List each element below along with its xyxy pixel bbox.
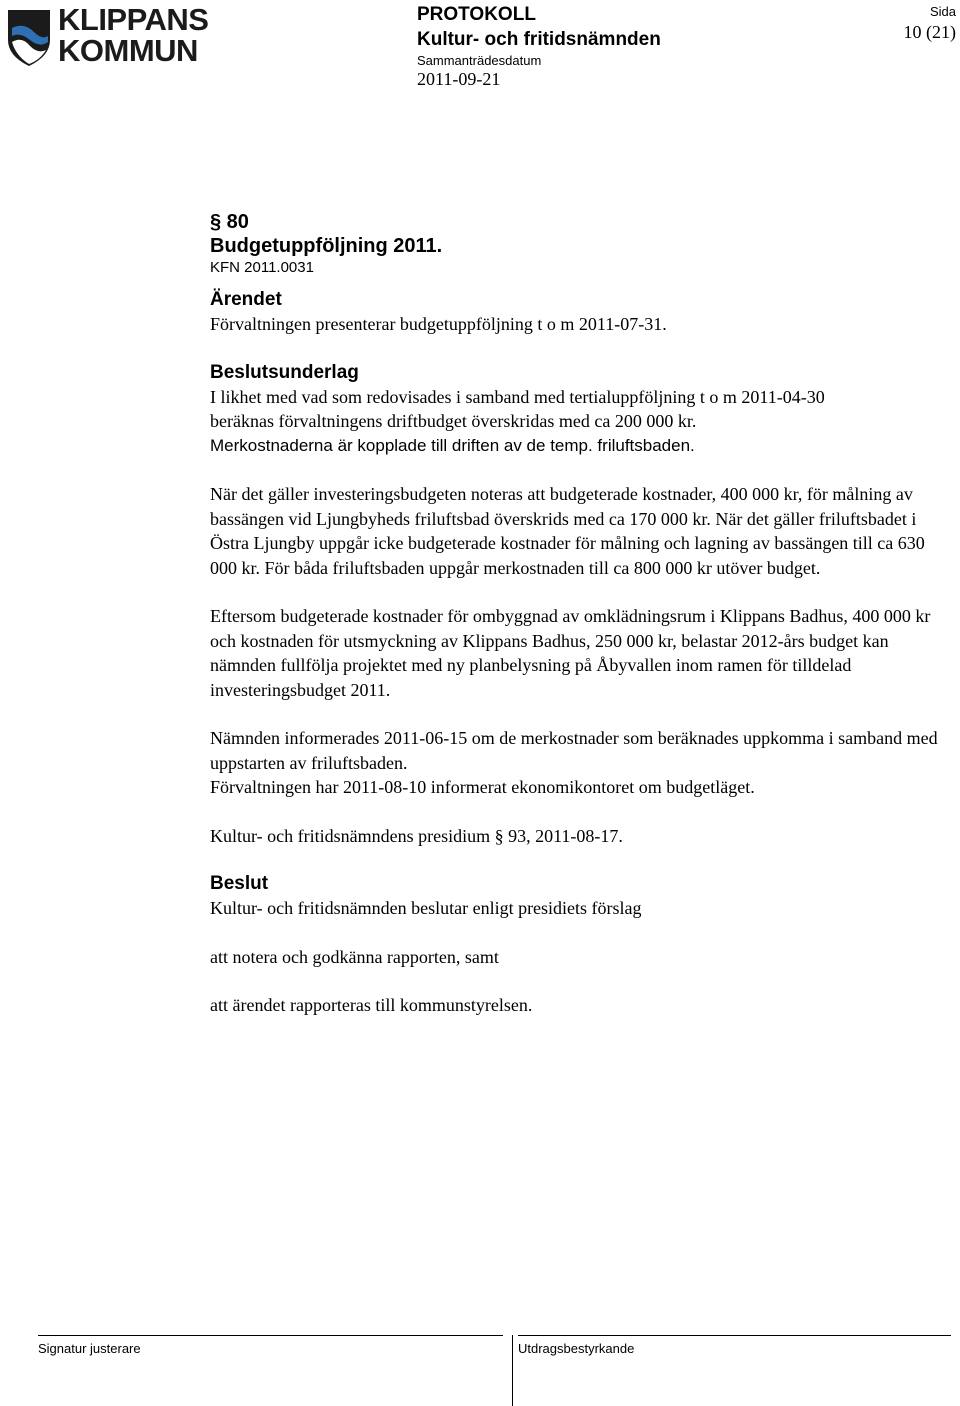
att-clause-2: att ärendet rapporteras till kommunstyrelsen. [210, 995, 533, 1015]
eftersom-paragraph: Eftersom budgeterade kostnader för ombyggnad av omklädningsrum i Klippans Badhus, 400 000 kr och kostnaden för utsmyckning av Klippans Badhus, 250 000 kr, belastar 2012-års budget kan nämnden fullfölja projektet med ny planbelysning på Åbyvallen inom ramen för tilldelad investeringsbudget 2011. [210, 606, 931, 700]
logo-emblem-icon [4, 6, 54, 68]
klippans-kommun-logo [4, 4, 216, 70]
forvaltningen-paragraph: Förvaltningen har 2011-08-10 informerat ekonomikontoret om budgetläget. [210, 777, 755, 797]
arendet-heading: Ärendet [210, 289, 282, 310]
page-number: 10 (21) [903, 22, 956, 42]
att-clause-1: att notera och godkänna rapporten, samt [210, 946, 499, 967]
section-paragraph-number: § 80 [210, 211, 249, 233]
investering-paragraph: När det gäller investeringsbudgeten noteras att budgeterade kostnader, 400 000 kr, för målning av bassängen vid Ljungbyheds friluftsbad överskrids med ca 170 000 kr. När det gäller friluftsbadet i Östra Ljungby uppgår icke budgeterade kostnader för målning och lagning av bassängen till ca 630 000 kr. För båda friluftsbaden uppgår merkostnaden till ca 800 000 kr utöver budget. [210, 484, 925, 578]
case-reference: KFN 2011.0031 [210, 259, 314, 276]
namnden-paragraph: Nämnden informerades 2011-06-15 om de merkostnader som beräknades uppkomma i samband med uppstarten av friluftsbaden. [210, 728, 938, 773]
date-label: Sammanträdesdatum [417, 53, 542, 68]
protocol-section [210, 210, 950, 1018]
footer-rule-left [38, 1335, 503, 1336]
beslut-text: Kultur- och fritidsnämnden beslutar enligt presidiets förslag [210, 898, 642, 918]
footer-rule-right [518, 1335, 951, 1336]
beslutsunderlag-line-3: Merkostnaderna är kopplade till driften av de temp. friluftsbaden. [210, 435, 695, 455]
footer-divider [512, 1335, 513, 1406]
logo-wordmark [58, 4, 208, 66]
utdragsbestyrkande-label: Utdragsbestyrkande [518, 1341, 635, 1356]
signatur-justerare-label: Signatur justerare [38, 1341, 141, 1356]
presidium-paragraph: Kultur- och fritidsnämndens presidium § 93, 2011-08-17. [210, 825, 623, 846]
arendet-text: Förvaltningen presenterar budgetuppföljning t o m 2011-07-31. [210, 314, 667, 334]
section-title: Budgetuppföljning 2011. [210, 235, 443, 257]
organization-name: Kultur- och fritidsnämnden [417, 29, 661, 50]
page-label: Sida [929, 4, 956, 19]
beslutsunderlag-line-1: I likhet med vad som redovisades i samband med tertialuppföljning t o m 2011-04-30 [210, 386, 825, 407]
beslutsunderlag-heading: Beslutsunderlag [210, 361, 359, 383]
meeting-date: 2011-09-21 [417, 69, 501, 89]
beslutsunderlag-line-2: beräknas förvaltningens driftbudget överskridas med ca 200 000 kr. [210, 411, 697, 431]
logo-line-2: KOMMUN [58, 33, 198, 68]
document-title: PROTOKOLL [417, 4, 536, 25]
logo-line-1: KLIPPANS [58, 2, 209, 37]
beslut-heading: Beslut [210, 873, 269, 894]
